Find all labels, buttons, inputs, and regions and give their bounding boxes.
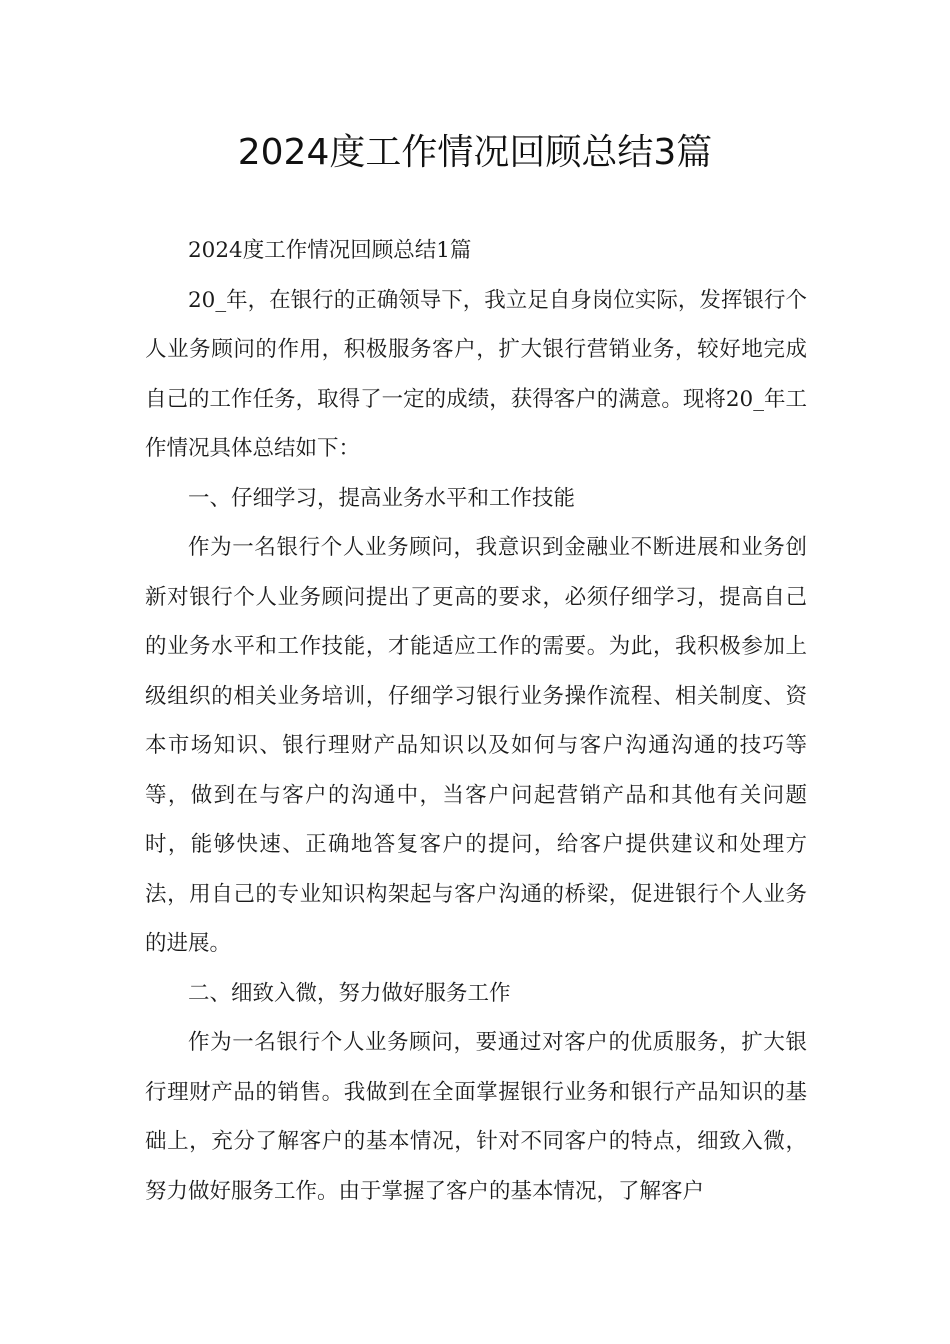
subsection-heading: 一、仔细学习，提高业务水平和工作技能 <box>188 485 576 511</box>
body-paragraph: 20_年，在银行的正确领导下，我立足自身岗位实际，发挥银行个人业务顾问的作用，积极服务客户，扩大银行营销业务，较好地完成自己的工作任务，取得了一定的成绩，获得客户的满意。现将20_年工作情况具体总结如下： <box>145 287 807 461</box>
document-title: 2024度工作情况回顾总结3篇 <box>237 132 713 173</box>
document-body <box>145 226 807 1216</box>
body-paragraph: 作为一名银行个人业务顾问，要通过对客户的优质服务，扩大银行理财产品的销售。我做到在全面掌握银行业务和银行产品知识的基础上，充分了解客户的基本情况，针对不同客户的特点，细致入微，努力做好服务工作。由于掌握了客户的基本情况，了解客户 <box>145 1030 807 1204</box>
body-paragraph: 作为一名银行个人业务顾问，我意识到金融业不断进展和业务创新对银行个人业务顾问提出了更高的要求，必须仔细学习，提高自己的业务水平和工作技能，才能适应工作的需要。为此，我积极参加上级组织的相关业务培训，仔细学习银行业务操作流程、相关制度、资本市场知识、银行理财产品知识以及如何与客户沟通沟通的技巧等等，做到在与客户的沟通中，当客户问起营销产品和其他有关问题时，能够快速、正确地答复客户的提问，给客户提供建议和处理方法，用自己的专业知识构架起与客户沟通的桥梁，促进银行个人业务的进展。 <box>145 535 807 956</box>
subsection-heading: 二、细致入微，努力做好服务工作 <box>188 980 511 1006</box>
section-heading: 2024度工作情况回顾总结1篇 <box>188 238 472 263</box>
